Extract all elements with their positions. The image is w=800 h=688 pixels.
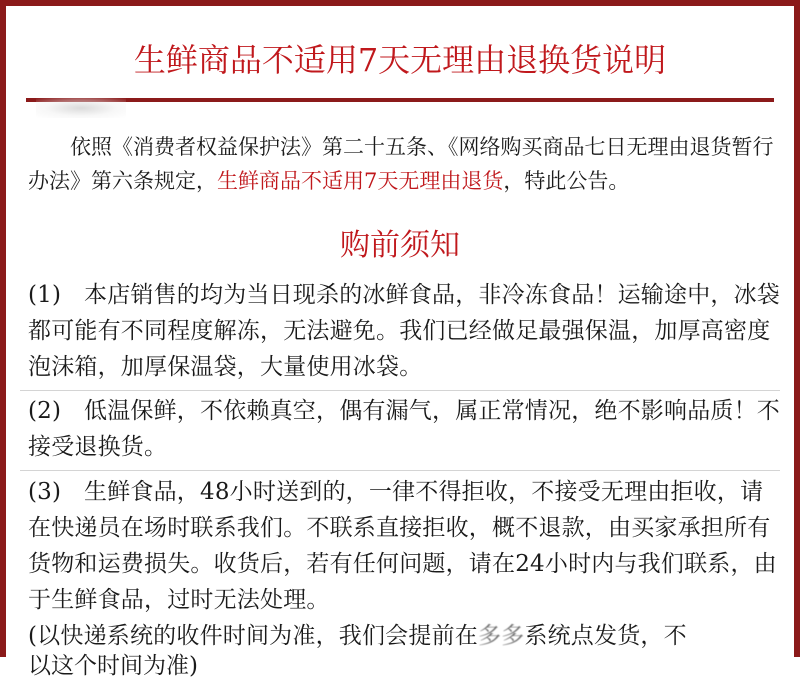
item-divider (20, 470, 780, 471)
cut-off-text: 以这个时间为准) (28, 653, 198, 679)
intro-paragraph (28, 130, 776, 198)
notice-title: 生鲜商品不适用7天无理由退换货说明 (133, 41, 667, 79)
notice-item-1 (28, 277, 780, 385)
item-number: (2) (28, 398, 62, 424)
footnote-text-end: 系统点发货，不 (524, 623, 687, 649)
item-text: 生鲜食品，48小时送到的，一律不得拒收，不接受无理由拒收，请在快递员在场时联系我们。不联系直接拒收，概不退款，由买家承担所有货物和运费损失。收货后，若有任何问题，请在24小时内与我们联系，由于生鲜食品，过时无法处理。 (28, 479, 777, 613)
footnote-text: (以快递系统的收件时间为准，我们会提前在 (28, 623, 478, 649)
notice-item-2 (28, 393, 780, 465)
item-divider (20, 390, 780, 391)
notice-item-3 (28, 474, 780, 618)
cut-off-line (28, 652, 780, 679)
item-number: (1) (28, 282, 62, 308)
item-text: 本店销售的均为当日现杀的冰鲜食品，非冷冻食品！运输途中，冰袋都可能有不同程度解冻，无法避免。我们已经做足最强保温，加厚高密度泡沫箱，加厚保温袋，大量使用冰袋。 (28, 282, 780, 380)
item-text: 低温保鲜，不依赖真空，偶有漏气，属正常情况，绝不影响品质！不接受退换货。 (28, 398, 780, 460)
platform-watermark: 多多 (477, 623, 525, 649)
intro-text: 依照《消费者权益保护法》第二十五条、《网络购买商品七日无理由退货暂行办法》第六条规定， (28, 135, 774, 193)
intro-text-end: ，特此公告。 (503, 169, 630, 193)
notice-footnote (28, 618, 780, 654)
intro-highlight: 生鲜商品不适用7天无理由退货 (217, 169, 504, 193)
blurred-mark (36, 98, 126, 118)
title-divider (26, 98, 774, 102)
item-number: (3) (28, 479, 62, 505)
section-heading: 购前须知 (340, 228, 460, 263)
